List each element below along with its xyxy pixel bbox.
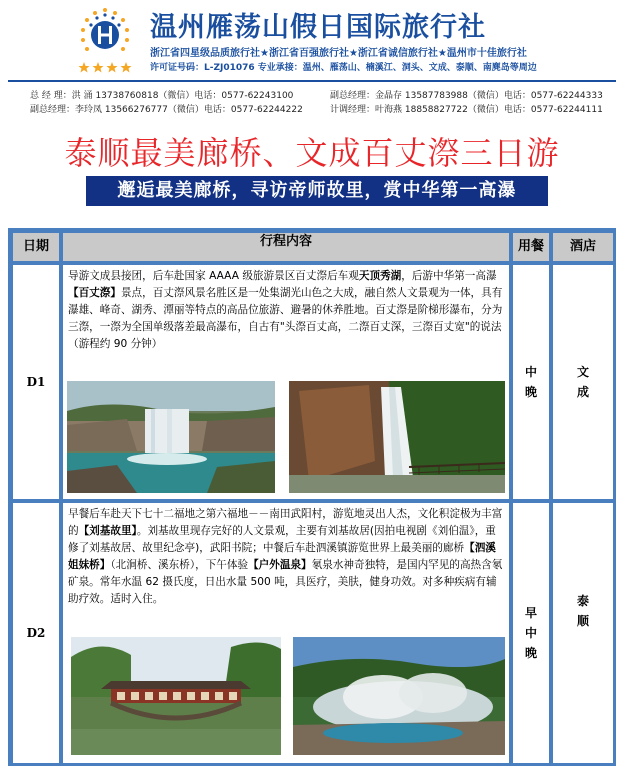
day-label: D1: [12, 264, 60, 500]
meal-d2: 早 中 晚: [512, 502, 550, 764]
company-name: 温州雁荡山假日国际旅行社: [150, 12, 486, 43]
page-title: 泰顺最美廊桥、文成百丈漈三日游: [64, 134, 560, 172]
day-description: 早餐后车赴天下七十二福地之第六福地－－南田武阳村，游览地灵出人杰，文化积淀极为丰富的【刘基故里】。刘基故里现存完好的人文景观，主要有刘基故居(因拍电视剧《刘伯温》，重修了刘基故居、故里纪念亭)，武阳书院；中餐后车赴泗溪镇游览世界上最美丽的廊桥【泗溪姐妹桥】（北涧桥、溪东桥），下午体验【户外温泉】氡泉水神奇独特，是国内罕见的高热含氡矿泉。常年水温 62 摄氏度，日出水量 500 吨，具医疗，美肤，健身功效。对多种疾病有辅助疗效。适时入住。: [68, 508, 503, 605]
covered-bridge-photo: [71, 637, 281, 755]
hotel-d1: 文 成: [552, 264, 614, 500]
contact-deputy-manager-1: 副总经理：金晶存 13587783988（微信）电话：0577-62244333: [330, 91, 603, 101]
highlight-spot: 【户外温泉】: [248, 559, 312, 571]
highlight-spot: 【百丈漈】: [68, 287, 121, 299]
contact-planning-manager: 计调经理：叶海燕 18858827722（微信）电话：0577-62244111: [330, 105, 603, 115]
highlight-spot: 【泗溪姐妹桥】: [68, 542, 496, 571]
company-tagline: 浙江省四星级品质旅行社★浙江省百强旅行社★浙江省诚信旅行社★温州市十佳旅行社: [150, 48, 527, 59]
contact-deputy-manager-2: 副总经理：李玲凤 13566276777（微信）电话：0577-62244222: [30, 105, 303, 115]
meal-d1: 中 晚: [512, 264, 550, 500]
header-hotel: 酒店: [552, 232, 614, 262]
header-day: 日期: [12, 232, 60, 262]
header-meal: 用餐: [512, 232, 550, 262]
waterfall-photo-2: [289, 381, 505, 493]
page-subtitle: 邂逅最美廊桥，寻访帝师故里，赏中华第一高瀑: [86, 176, 548, 206]
hot-spring-photo: [293, 637, 505, 755]
hotel-d2: 泰 顺: [552, 502, 614, 764]
license-info: 许可证号码：L-ZJ01076 专业承接：温州、雁荡山、楠溪江、洞头、文成、泰顺、南麂岛等周边: [150, 63, 537, 73]
day-description: 导游文成县接团，后车赴国家 AAAA 级旅游景区百丈漈后车观天顶秀湖，后游中华第一高瀑【百丈漈】景点，百丈漈风景名胜区是一处集湖光山色之大成，融自然人文景观为一体，具有瀑雄、峰奇、湖秀、潭丽等特点的高品位旅游、避暑的休养胜地。百丈漈是阶梯形瀑布，分为三漈，一漈为全国单级落差最高瀑布，自古有"头漈百丈高，二漈百丈深，三漈百丈宽"的说法（游程约 90 分钟）: [68, 270, 503, 350]
waterfall-photo-1: [67, 381, 275, 493]
day-label: D2: [12, 502, 60, 764]
header-divider: [8, 80, 616, 82]
highlight-spot: 【刘基故里】: [78, 525, 137, 537]
day-content-d2: [62, 502, 510, 764]
contact-general-manager: 总 经 理：洪 涌 13738760818（微信）电话：0577-62243100: [30, 91, 294, 101]
header-content: 行程内容: [62, 232, 510, 262]
day-content-d1: [62, 264, 510, 500]
itinerary-table: [8, 228, 616, 766]
header: [0, 0, 624, 84]
highlight-spot: 天顶秀湖: [358, 270, 402, 282]
company-logo-icon: [76, 6, 134, 74]
